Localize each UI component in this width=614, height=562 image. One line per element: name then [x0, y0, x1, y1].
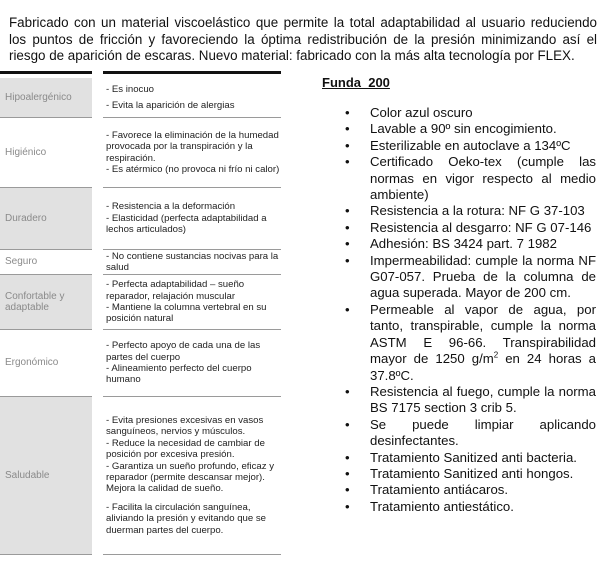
benefit-text: - Resistencia a la deformación	[106, 201, 236, 213]
benefit-text: - Evita presiones excesivas en vasos sanguíneos, nervios y músculos.	[106, 414, 264, 438]
bullet-icon: •	[345, 482, 350, 498]
property-label: Duradero	[5, 212, 47, 224]
benefit-text: - Es atérmico (no provoca ni frío ni calor)	[106, 163, 280, 175]
benefit-text: - Reduce la necesidad de cambiar de posición por excesiva presión.	[106, 437, 265, 461]
table-row	[0, 330, 282, 397]
benefit-text: - Favorece la eliminación de la humedad provocada por la transpiración y la respiración.	[106, 129, 279, 164]
benefit-text: - Mantiene la columna vertebral en su posición natural	[106, 302, 267, 325]
bullet-icon: •	[345, 301, 350, 317]
bullet-icon: •	[345, 236, 350, 252]
table-row	[0, 397, 282, 555]
benefit-text: - Facilita la circulación sanguínea, aliviando la presión y evitando que se duerman partes del cuerpo.	[106, 501, 267, 536]
property-label: Seguro	[5, 256, 38, 268]
table-row	[0, 118, 282, 188]
bullet-icon: •	[345, 449, 350, 465]
bullet-icon: •	[345, 203, 350, 219]
bullet-icon: •	[345, 154, 350, 170]
bullet-icon: •	[345, 465, 350, 481]
list-item: • Resistencia a la rotura: NF G 37-103	[345, 203, 585, 219]
benefit-text: - Evita la aparición de alergias	[106, 99, 235, 111]
list-item: • Tratamiento Sanitized anti bacteria.	[345, 449, 577, 465]
property-label: Saludable	[5, 469, 50, 481]
bullet-icon: •	[345, 105, 350, 120]
benefit-text: - Perfecto apoyo de cada una de las partes del cuerpo	[106, 340, 261, 363]
bullet-icon: •	[345, 383, 350, 399]
list-item: • Impermeabilidad: cumple la norma NF G07-057. Prueba de la columna de agua superada. Mayor de 200 cm.	[345, 252, 596, 301]
table-row	[0, 78, 282, 118]
funda-heading: Funda 200	[322, 75, 390, 90]
list-item: • Esterilizable en autoclave a 134ºC	[345, 137, 571, 153]
list-item: • Tratamiento antiestático.	[345, 498, 514, 514]
table-row	[0, 275, 282, 330]
property-label: Ergonómico	[5, 357, 59, 369]
bullet-icon: •	[345, 219, 350, 235]
property-label: Confortable y adaptable	[5, 290, 65, 313]
list-item: • Se puede limpiar aplicando desinfectantes.	[345, 416, 596, 449]
bullet-icon: •	[345, 121, 350, 137]
superscript: 2	[493, 350, 499, 360]
bullet-icon: •	[345, 137, 350, 153]
list-item: • Resistencia al fuego, cumple la norma BS 7175 section 3 crib 5.	[345, 383, 596, 416]
property-label: Higiénico	[5, 146, 47, 158]
benefit-text: - No contiene sustancias nocivas para la salud	[106, 250, 279, 273]
table-header-rule-right	[103, 71, 281, 74]
benefit-text: - Alineamiento perfecto del cuerpo humano	[106, 363, 252, 386]
funda-feature-list	[340, 105, 596, 515]
bullet-icon: •	[345, 416, 350, 432]
benefit-text: - Elasticidad (perfecta adaptabilidad a lechos articulados)	[106, 212, 267, 236]
table-row	[0, 250, 282, 275]
list-item: • Permeable al vapor de agua, por tanto, transpirable, cumple la norma ASTM E 96-66. Transpirabilidad mayor de 1250 $g/m^2$ en 24 horas a 37.8ºC.	[345, 301, 596, 383]
bullet-icon: •	[345, 498, 350, 514]
list-item: • Certificado Oeko-tex (cumple las normas en vigor respecto al medio ambiente)	[345, 154, 596, 203]
benefit-text: - Garantiza un sueño profundo, eficaz y reparador (permite descansar mejor). Mejora la calidad de sueño.	[106, 460, 274, 495]
list-item: • Color azul oscuro	[345, 105, 473, 120]
benefit-text: - Perfecta adaptabilidad – sueño reparador, relajación muscular	[106, 279, 245, 302]
list-item: • Adhesión: BS 3424 part. 7 1982	[345, 236, 557, 252]
benefit-text: - Es inocuo	[106, 84, 154, 96]
list-item: • Tratamiento Sanitized anti hongos.	[345, 465, 574, 481]
property-label: Hipoalergénico	[5, 91, 72, 103]
bullet-icon: •	[345, 252, 350, 268]
table-row	[0, 188, 282, 250]
list-item: • Tratamiento antiácaros.	[345, 482, 509, 498]
intro-paragraph: Fabricado con un material viscoelástico que permite la total adaptabilidad al usuario reduciendo los puntos de fricción y favoreciendo la óptima redistribución de la presión minimizando así el riesgo de aparición de escaras. Nuevo material: fabricado con la más alta tecnología por FLEX.	[9, 15, 597, 64]
table-header-rule-left	[0, 71, 92, 74]
list-item: • Resistencia al desgarro: NF G 07-146	[345, 219, 592, 235]
list-item: • Lavable a 90º sin encogimiento.	[345, 121, 557, 137]
